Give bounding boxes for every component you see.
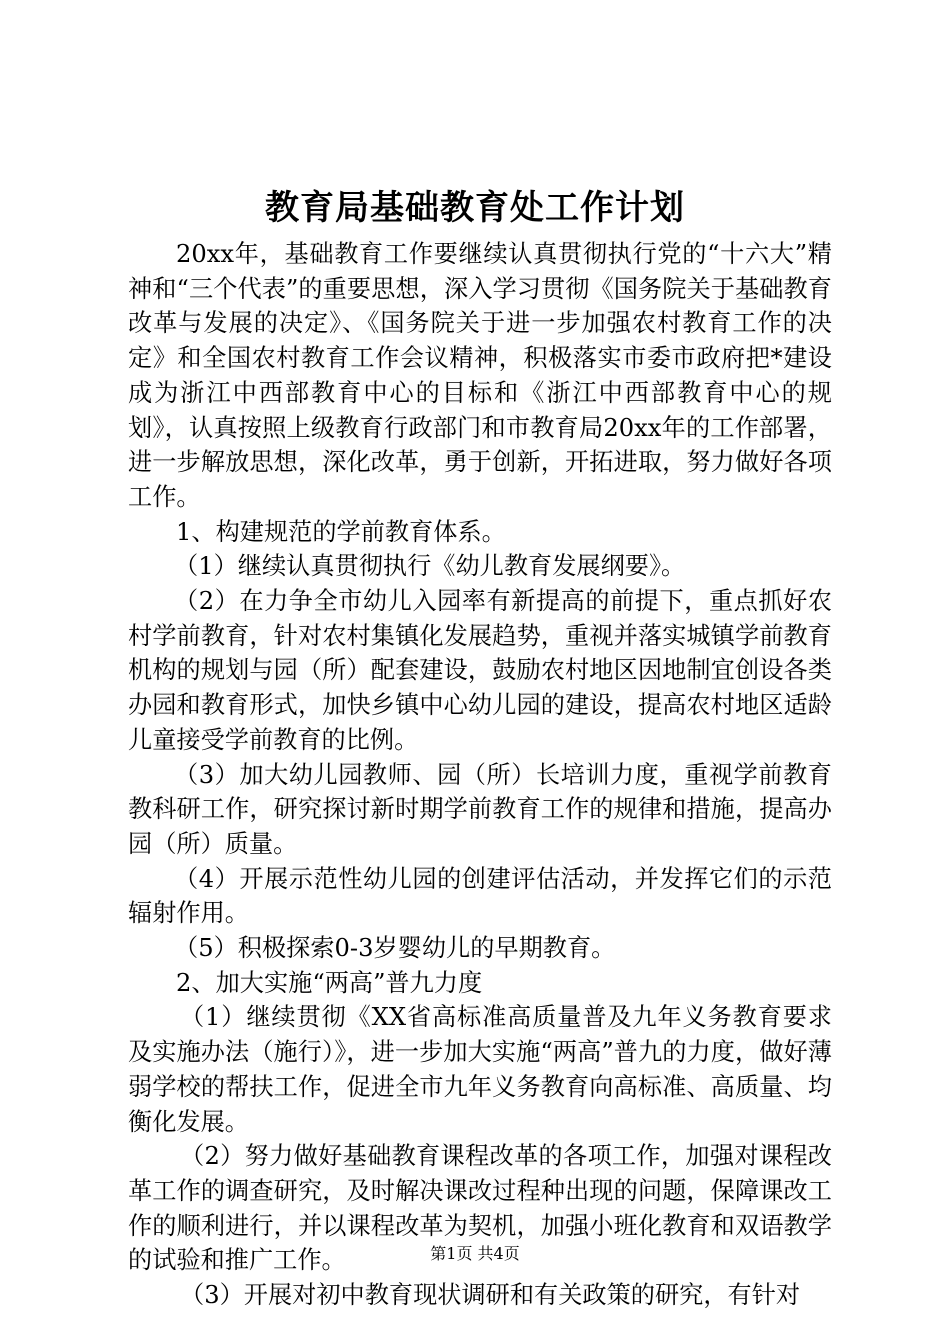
paragraph-2-2: （2）努力做好基础教育课程改革的各项工作，加强对课程改革工作的调查研究，及时解决课改过程种出现的问题，保障课改工作的顺利进行，并以课程改革为契机，加强小班化教育和双语教学的试验和推广工作。: [128, 1142, 832, 1275]
document-title: 教育局基础教育处工作计划: [265, 188, 685, 228]
paragraph-1-2: （2）在力争全市幼儿入园率有新提高的前提下，重点抓好农村学前教育，针对农村集镇化发展趋势，重视并落实城镇学前教育机构的规划与园（所）配套建设，鼓励农村地区因地制宜创设各类办园和教育形式，加快乡镇中心幼儿园的建设，提高农村地区适龄儿童接受学前教育的比例。: [128, 587, 832, 754]
paragraph-1-3: （3）加大幼儿园教师、园（所）长培训力度，重视学前教育教科研工作，研究探讨新时期学前教育工作的规律和措施，提高办园（所）质量。: [128, 760, 832, 858]
paragraph-2-3: （3）开展对初中教育现状调研和有关政策的研究，有针对: [180, 1281, 801, 1310]
paragraph-1-1: （1）继续认真贯彻执行《幼儿教育发展纲要》。: [174, 552, 686, 581]
paragraph-intro: 20xx年，基础教育工作要继续认真贯彻执行党的“十六大”精神和“三个代表”的重要思想，深入学习贯彻《国务院关于基础教育改革与发展的决定》、《国务院关于进一步加强农村教育工作的决定》和全国农村教育工作会议精神，积极落实市委市政府把*建设成为浙江中西部教育中心的目标和《浙江中西部教育中心的规划》，认真按照上级教育行政部门和市教育局20xx年的工作部署，进一步解放思想，深化改革，勇于创新，开拓进取，努力做好各项工作。: [128, 240, 832, 511]
paragraph-1-5: （5）积极探索0-3岁婴幼儿的早期教育。: [174, 934, 616, 963]
page-footer: 第1页 共4页: [430, 1244, 520, 1263]
document-body: [128, 237, 832, 1313]
paragraph-1-4: （4）开展示范性幼儿园的创建评估活动，并发挥它们的示范辐射作用。: [128, 864, 832, 928]
paragraph-2-1: （1）继续贯彻《XX省高标准高质量普及九年义务教育要求及实施办法（施行）》，进一步加大实施“两高”普九的力度，做好薄弱学校的帮扶工作，促进全市九年义务教育向高标准、高质量、均衡化发展。: [128, 1003, 832, 1136]
section-heading-1: 1、构建规范的学前教育体系。: [176, 517, 506, 546]
section-heading-2: 2、加大实施“两高”普九力度: [176, 968, 483, 997]
